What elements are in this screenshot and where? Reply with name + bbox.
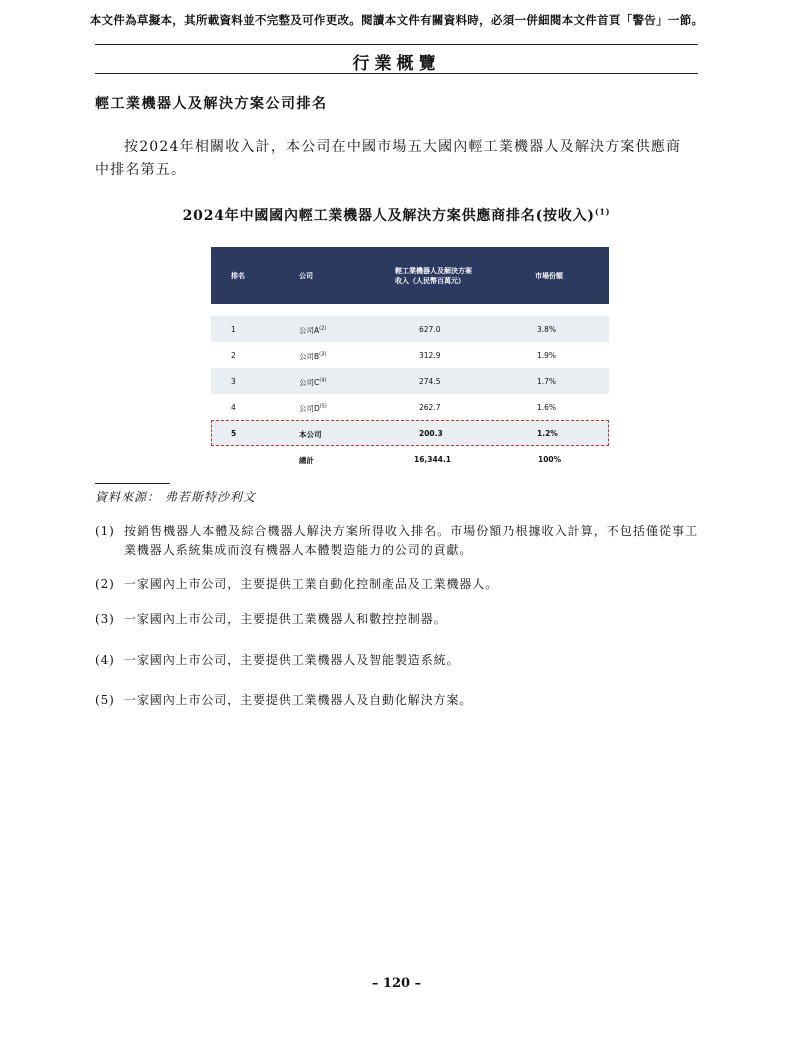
footnote-number: (3) — [95, 612, 115, 626]
intro-line-1: 按2024年相關收入計，本公司在中國市場五大國內輕工業機器人及解決方案供應商 — [124, 139, 682, 155]
footnote-4 — [95, 651, 698, 670]
total-revenue: 16,344.1 — [414, 455, 452, 464]
source-rule — [95, 483, 170, 484]
footnote-number: (1) — [95, 524, 115, 538]
sub-heading: 輕工業機器人及解決方案公司排名 — [95, 96, 328, 112]
table-row-highlighted — [211, 420, 609, 446]
cell-revenue: 627.0 — [419, 325, 441, 334]
section-title: 行業概覽 — [352, 54, 441, 74]
cell-company: 本公司 — [299, 430, 322, 439]
header-revenue — [395, 266, 472, 286]
total-label: 總計 — [299, 456, 314, 465]
table-row — [211, 304, 609, 316]
cell-share: 1.7% — [537, 377, 557, 386]
intro-line-2: 中排名第五。 — [95, 162, 187, 178]
header-company: 公司 — [299, 272, 313, 280]
cell-company: 公司$C^{(4)}$ — [299, 377, 327, 387]
table-title — [95, 205, 698, 225]
header-share: 市場份額 — [535, 272, 563, 280]
cell-revenue: 274.5 — [419, 377, 441, 386]
cell-rank: 3 — [231, 377, 236, 386]
ranking-table — [211, 247, 609, 472]
footnote-5 — [95, 691, 698, 710]
footnote-number: (5) — [95, 693, 115, 707]
table-header-row — [211, 247, 609, 304]
page-number: – 120 – — [371, 976, 422, 991]
cell-revenue: 262.7 — [419, 403, 441, 412]
cell-rank: 5 — [231, 429, 237, 438]
header-revenue-line-2: 收入（人民幣百萬元） — [395, 277, 465, 285]
table-title-note: (1) — [594, 206, 611, 217]
footnote-2 — [95, 575, 698, 594]
table-title-text: 2024年中國國內輕工業機器人及解決方案供應商排名(按收入) — [182, 208, 595, 224]
header-rank: 排名 — [231, 272, 245, 280]
footnote-1 — [95, 522, 698, 560]
cell-share: 1.6% — [537, 403, 557, 412]
cell-rank: 4 — [231, 403, 236, 412]
footnote-text: 一家國內上市公司，主要提供工業機器人和數控控制器。 — [124, 612, 447, 626]
table-row — [211, 316, 609, 342]
table-row — [211, 342, 609, 368]
cell-rank: 2 — [231, 351, 236, 360]
table-row — [211, 394, 609, 420]
footnote-3 — [95, 610, 698, 629]
cell-rank: 1 — [231, 325, 236, 334]
table-row — [211, 368, 609, 394]
cell-company: 公司$B^{(3)}$ — [299, 351, 327, 361]
footnote-number: (2) — [95, 577, 115, 591]
footnote-number: (4) — [95, 653, 115, 667]
source-line: 資料來源： 弗若斯特沙利文 — [95, 490, 256, 504]
cell-revenue: 200.3 — [419, 429, 443, 438]
table-total-row — [211, 446, 609, 472]
intro-paragraph — [95, 136, 698, 182]
total-share: 100% — [538, 455, 562, 464]
footnote-text: 一家國內上市公司，主要提供工業機器人及智能製造系統。 — [124, 653, 460, 667]
header-revenue-line-1: 輕工業機器人及解決方案 — [395, 267, 472, 275]
footnote-text: 一家國內上市公司，主要提供工業自動化控制產品及工業機器人。 — [124, 577, 499, 591]
header-rule-top — [95, 44, 698, 45]
footnote-text: 按銷售機器人本體及綜合機器人解決方案所得收入排名。市場份額乃根據收入計算，不包括僅從事工業機器人系統集成而沒有機器人本體製造能力的公司的貢獻。 — [124, 524, 698, 557]
cell-revenue: 312.9 — [419, 351, 441, 360]
cell-share: 1.2% — [537, 429, 558, 438]
header-rule-bottom — [95, 73, 698, 74]
draft-warning: 本文件為草擬本，其所載資料並不完整及可作更改。閱讀本文件有關資料時，必須一併細閱本文件首頁「警告」一節。 — [89, 13, 704, 27]
footnote-text: 一家國內上市公司，主要提供工業機器人及自動化解決方案。 — [124, 693, 473, 707]
cell-share: 3.8% — [537, 325, 557, 334]
cell-company: 公司$A^{(2)}$ — [299, 325, 327, 335]
cell-company: 公司$D^{(5)}$ — [299, 403, 327, 413]
cell-share: 1.9% — [537, 351, 557, 360]
